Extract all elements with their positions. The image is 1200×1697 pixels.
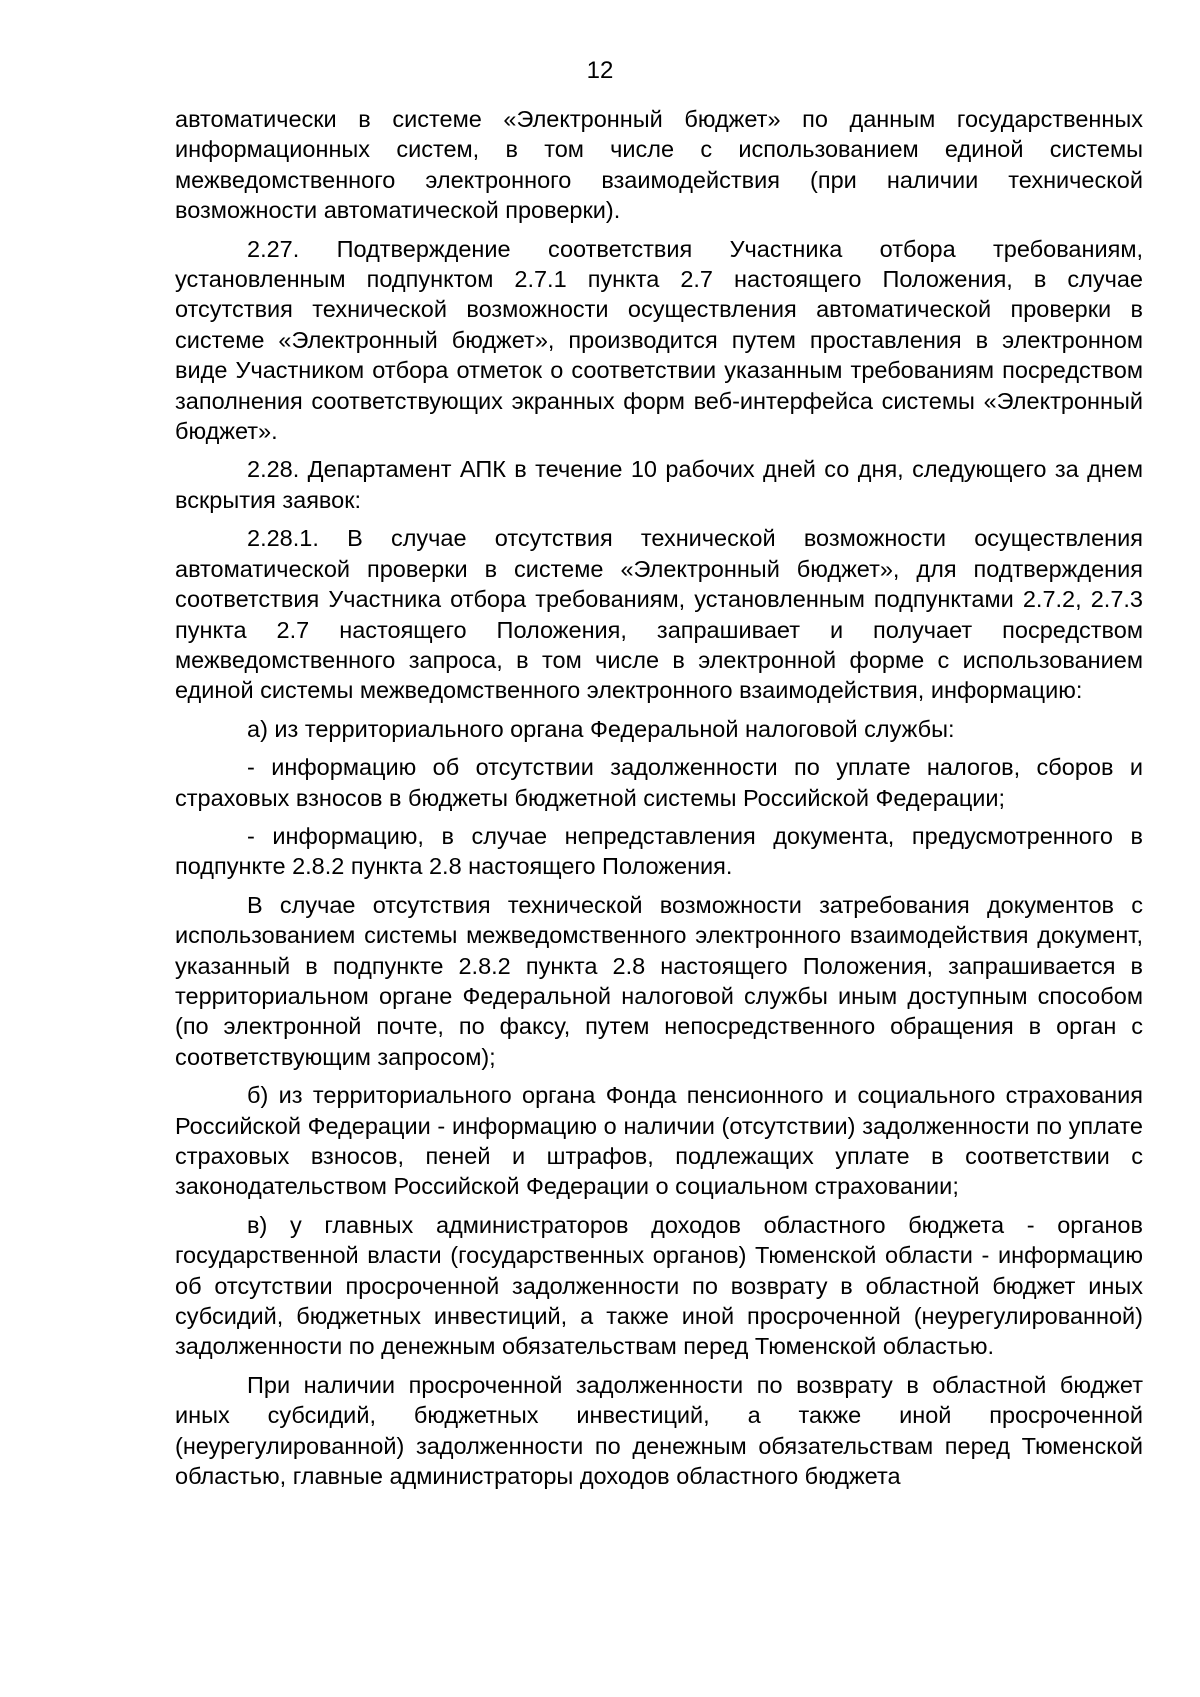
paragraph-item-a-dash-1: - информацию об отсутствии задолженности по уплате налогов, сборов и страховых взносов в бюджеты бюджетной системы Российской Федерации; [175, 754, 1143, 811]
paragraph-continuation: автоматически в системе «Электронный бюджет» по данным государственных информационных систем, в том числе с использованием единой системы межведомственного электронного взаимодействия (при наличии технической возможности автоматической проверки). [175, 106, 1143, 224]
paragraph-item-v: в) у главных администраторов доходов областного бюджета - органов государственной власти (государственных органов) Тюменской области - информацию об отсутствии просроченной задолженности по возврату в областной бюджет иных субсидий, бюджетных инвестиций, а также иной просроченной (неурегулированной) задолженности по денежным обязательствам перед Тюменской областью. [175, 1211, 1143, 1360]
paragraph-clause-2-28-1: 2.28.1. В случае отсутствия технической возможности осуществления автоматической проверки в системе «Электронный бюджет», для подтверждения соответствия Участника отбора требованиям, установленным подпунктами 2.7.2, 2.7.3 пункта 2.7 настоящего Положения, запрашивает и получает посредством межведомственного запроса, в том числе в электронной форме с использованием единой системы межведомственного электронного взаимодействия, информацию: [175, 525, 1143, 704]
document-body [175, 104, 1143, 1499]
page-number: 12 [586, 57, 614, 84]
paragraph-overdue-debt: При наличии просроченной задолженности по возврату в областной бюджет иных субсидий, бюджетных инвестиций, а также иной просроченной (неурегулированной) задолженности по денежным обязательствам перед Тюменской областью, главные администраторы доходов областного бюджета [175, 1371, 1143, 1490]
paragraph-item-a-note: В случае отсутствия технической возможности затребования документов с использованием системы межведомственного электронного взаимодействия документ, указанный в подпункте 2.8.2 пункта 2.8 настоящего Положения, запрашивается в территориальном органе Федеральной налоговой службы иным доступным способом (по электронной почте, по факсу, путем непосредственного обращения в орган с соответствующим запросом); [175, 891, 1143, 1070]
paragraph-item-a: а) из территориального органа Федеральной налоговой службы: [247, 715, 955, 742]
paragraph-item-a-dash-2: - информацию, в случае непредставления документа, предусмотренного в подпункте 2.8.2 пункта 2.8 настоящего Положения. [175, 822, 1143, 880]
paragraph-item-b: б) из территориального органа Фонда пенсионного и социального страхования Российской Федерации - информацию о наличии (отсутствии) задолженности по уплате страховых взносов, пеней и штрафов, подлежащих уплате в соответствии с законодательством Российской Федерации о социальном страховании; [175, 1082, 1143, 1200]
paragraph-clause-2-27: 2.27. Подтверждение соответствия Участника отбора требованиям, установленным подпунктом 2.7.1 пункта 2.7 настоящего Положения, в случае отсутствия технической возможности осуществления автоматической проверки в системе «Электронный бюджет», производится путем проставления в электронном виде Участником отбора отметок о соответствии указанным требованиям посредством заполнения соответствующих экранных форм веб-интерфейса системы «Электронный бюджет». [175, 235, 1143, 445]
paragraph-clause-2-28: 2.28. Департамент АПК в течение 10 рабочих дней со дня, следующего за днем вскрытия заявок: [175, 456, 1143, 513]
